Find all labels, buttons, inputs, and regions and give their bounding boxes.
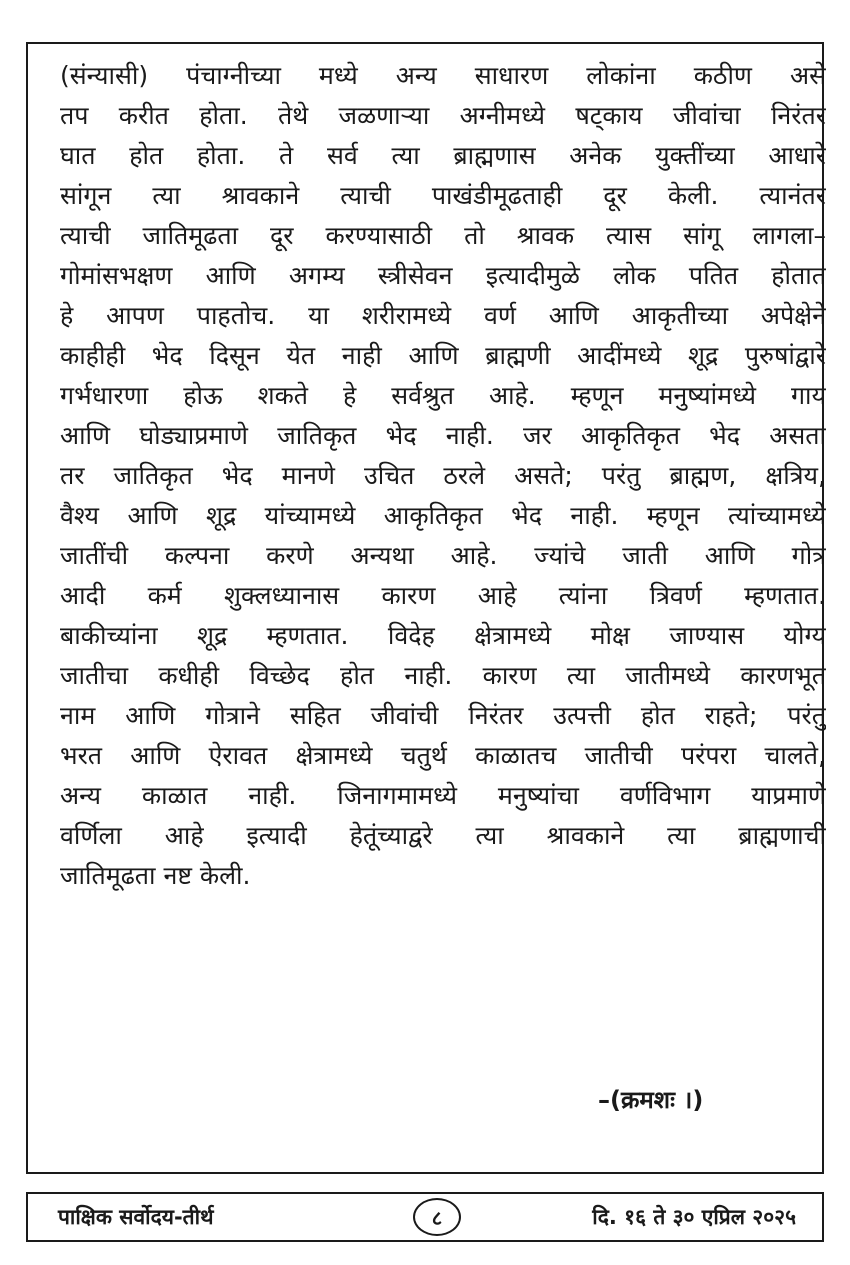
text-line: तप करीत होता. तेथे जळणाऱ्या अग्नीमध्ये षट्काय जीवांचा निरंतर: [60, 101, 826, 130]
text-line: सांगून त्या श्रावकाने त्याची पाखंडीमूढताही दूर केली. त्यानंतर: [60, 181, 826, 210]
page-number: ८: [413, 1198, 461, 1236]
text-line: आणि घोड्याप्रमाणे जातिकृत भेद नाही. जर आकृतिकृत भेद असता: [60, 421, 826, 450]
text-line: हे आपण पाहतोच. या शरीरामध्ये वर्ण आणि आकृतीच्या अपेक्षेने: [60, 301, 826, 330]
publication-name: पाक्षिक सर्वोदय-तीर्थ: [58, 1205, 214, 1229]
text-line: काहीही भेद दिसून येत नाही आणि ब्राह्मणी आदींमध्ये शूद्र पुरुषांद्वारे: [60, 341, 826, 370]
text-line: तर जातिकृत भेद मानणे उचित ठरले असते; परंतु ब्राह्मण, क्षत्रिय,: [60, 461, 826, 490]
text-line: जातिमूढता नष्ट केली.: [60, 861, 251, 890]
text-line: (संन्यासी) पंचाग्नीच्या मध्ये अन्य साधारण लोकांना कठीण असे: [60, 61, 826, 90]
page-footer: [26, 1192, 824, 1242]
text-line: भरत आणि ऐरावत क्षेत्रामध्ये चतुर्थ काळातच जातीची परंपरा चालते,: [60, 741, 826, 770]
text-line: गर्भधारणा होऊ शकते हे सर्वश्रुत आहे. म्हणून मनुष्यांमध्ये गाय: [60, 381, 826, 410]
text-line: गोमांसभक्षण आणि अगम्य स्त्रीसेवन इत्यादीमुळे लोक पतित होतात: [60, 261, 826, 290]
body-text: [60, 56, 826, 896]
continued-mark: –(क्रमशः ।): [598, 1086, 704, 1114]
text-line: जातीचा कधीही विच्छेद होत नाही. कारण त्या जातीमध्ये कारणभूत: [60, 661, 826, 690]
text-line: वर्णिला आहे इत्यादी हेतूंच्याद्वरे त्या श्रावकाने त्या ब्राह्मणाची: [60, 821, 826, 850]
text-line: नाम आणि गोत्राने सहित जीवांची निरंतर उत्पत्ती होत राहते; परंतु: [60, 701, 826, 730]
text-line: घात होत होता. ते सर्व त्या ब्राह्मणास अनेक युक्तींच्या आधारे: [60, 141, 826, 170]
text-line: बाकीच्यांना शूद्र म्हणतात. विदेह क्षेत्रामध्ये मोक्ष जाण्यास योग्य: [60, 621, 826, 650]
text-line: वैश्य आणि शूद्र यांच्यामध्ये आकृतिकृत भेद नाही. म्हणून त्यांच्यामध्ये: [60, 501, 826, 530]
issue-date: दि. १६ ते ३० एप्रिल २०२५: [592, 1205, 796, 1229]
text-line: त्याची जातिमूढता दूर करण्यासाठी तो श्रावक त्यास सांगू लागला–: [60, 221, 826, 250]
text-line: जातींची कल्पना करणे अन्यथा आहे. ज्यांचे जाती आणि गोत्र: [60, 541, 826, 570]
text-line: अन्य काळात नाही. जिनागमामध्ये मनुष्यांचा वर्णविभाग याप्रमाणे: [60, 781, 826, 810]
text-line: आदी कर्म शुक्लध्यानास कारण आहे त्यांना त्रिवर्ण म्हणतात.: [60, 581, 826, 610]
